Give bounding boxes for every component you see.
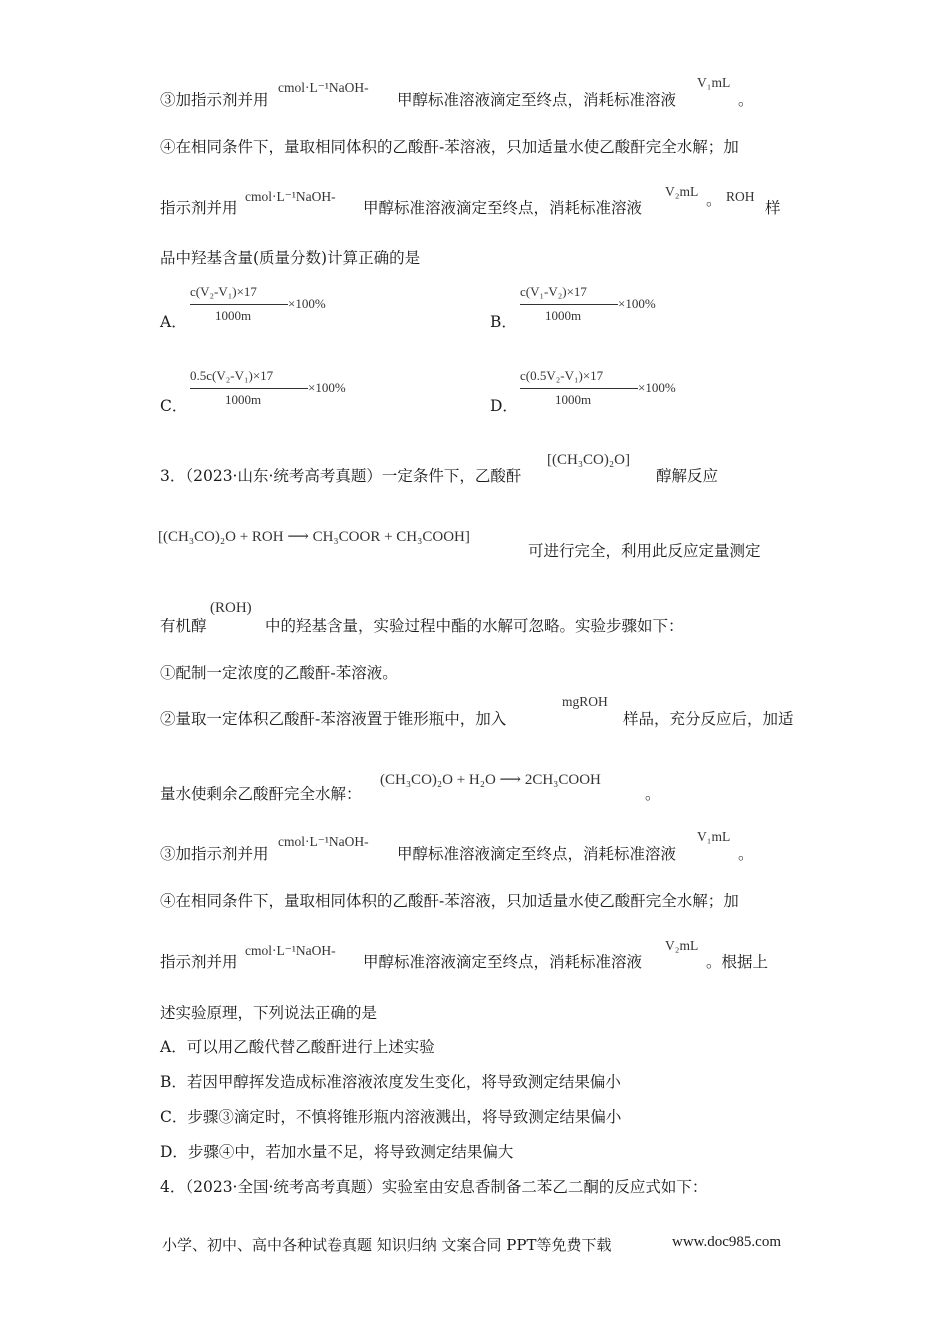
q2-step4-text-d: 样 [765, 199, 781, 217]
q3-reaction-formula: [(CH₃CO)₂O + ROH ⟶ CH₃COOR + CH₃COOH] [158, 529, 470, 545]
q3-v1-formula: V₁mL [697, 829, 731, 844]
q3-anhydride-formula: [(CH₃CO)₂O] [547, 452, 630, 468]
q2-option-c-den: 1000m [225, 392, 262, 407]
q3-step4-c: 。根据上 [706, 953, 769, 971]
q2-step3-text-a: ③加指示剂并用 [160, 91, 269, 109]
q2-option-b-label: B． [490, 313, 517, 331]
q2-step4-line1: ④在相同条件下，量取相同体积的乙酸酐-苯溶液，只加适量水使乙酸酐完全水解；加 [160, 138, 739, 156]
q2-option-d-tail: ×100% [638, 380, 676, 395]
q2-option-a-num: c(V₂-V₁)×17 [190, 284, 257, 299]
q3-question: 述实验原理，下列说法正确的是 [160, 1004, 378, 1022]
q3-step2-a: ②量取一定体积乙酸酐-苯溶液置于锥形瓶中，加入 [160, 710, 507, 728]
q3-step4-line1: ④在相同条件下，量取相同体积的乙酸酐-苯溶液，只加适量水使乙酸酐完全水解；加 [160, 892, 739, 910]
q2-step4-text-c: 。 [706, 191, 722, 209]
q2-step4-text-b: 甲醇标准溶液滴定至终点，消耗标准溶液 [363, 199, 643, 217]
q3-option-a: A．可以用乙酸代替乙酸酐进行上述实验 [160, 1038, 435, 1056]
q3-step3-a: ③加指示剂并用 [160, 845, 269, 863]
q2-option-a-den: 1000m [215, 308, 252, 323]
q2-option-c-label: C． [160, 397, 188, 415]
q3-step3-end: 。 [738, 845, 754, 863]
q2-naoh-formula: cmol·L⁻¹NaOH- [278, 80, 369, 95]
q2-step3-end: 。 [738, 91, 754, 109]
q3-line3-b: 中的羟基含量，实验过程中酯的水解可忽略。实验步骤如下： [265, 617, 684, 635]
q2-option-c-tail: ×100% [308, 380, 346, 395]
q3-step4-b: 甲醇标准溶液滴定至终点，消耗标准溶液 [363, 953, 643, 971]
q2-option-b-tail: ×100% [618, 296, 656, 311]
q2-step3-text-b: 甲醇标准溶液滴定至终点，消耗标准溶液 [397, 91, 677, 109]
q3-mgroh-formula: mgROH [562, 694, 608, 709]
q2-option-b-num: c(V₁-V₂)×17 [520, 284, 587, 299]
q2-roh: ROH [726, 189, 755, 204]
q2-option-a-tail: ×100% [288, 296, 326, 311]
q3-naoh-formula: cmol·L⁻¹NaOH- [278, 834, 369, 849]
q2-step4-naoh-formula: cmol·L⁻¹NaOH- [245, 189, 336, 204]
q2-option-d-label: D． [490, 397, 518, 415]
q2-option-d-den: 1000m [555, 392, 592, 407]
q2-option-d-num: c(0.5V₂-V₁)×17 [520, 368, 604, 383]
q3-step1: ①配制一定浓度的乙酸酐-苯溶液。 [160, 664, 398, 682]
q3-step3-b: 甲醇标准溶液滴定至终点，消耗标准溶液 [397, 845, 677, 863]
q3-heading-a: 3．（2023·山东·统考高考真题）一定条件下，乙酸酐 [160, 467, 522, 485]
q2-option-a-label: A． [160, 313, 187, 331]
q2-option-b-den: 1000m [545, 308, 582, 323]
q2-v2-formula: V₂mL [665, 184, 699, 199]
q2-v1-formula: V₁mL [697, 75, 731, 90]
q3-step2-c: 量水使剩余乙酸酐完全水解： [160, 785, 362, 803]
q3-roh-formula: (ROH) [210, 600, 252, 616]
q3-heading-b: 醇解反应 [656, 467, 719, 485]
footer-url[interactable]: www.doc985.com [672, 1234, 782, 1250]
q3-option-d: D．步骤④中，若加水量不足，将导致测定结果偏大 [160, 1143, 514, 1161]
q3-step2-b: 样品，充分反应后，加适 [623, 710, 794, 728]
q2-step3-line [160, 90, 269, 110]
q3-v2-formula: V₂mL [665, 938, 699, 953]
q3-step2-end: 。 [645, 785, 661, 803]
q3-option-c: C．步骤③滴定时，不慎将锥形瓶内溶液溅出，将导致测定结果偏小 [160, 1108, 622, 1126]
q3-option-b: B．若因甲醇挥发造成标准溶液浓度发生变化，将导致测定结果偏小 [160, 1073, 621, 1091]
q4-heading: 4．（2023·全国·统考高考真题）实验室由安息香制备二苯乙二酮的反应式如下： [160, 1178, 708, 1196]
q2-question: 品中羟基含量(质量分数)计算正确的是 [160, 249, 421, 267]
q3-hydrolysis-formula: (CH₃CO)₂O + H₂O ⟶ 2CH₃COOH [380, 772, 601, 788]
q3-step4-naoh-formula: cmol·L⁻¹NaOH- [245, 943, 336, 958]
q3-line3-a: 有机醇 [160, 617, 207, 635]
q3-step4-a: 指示剂并用 [160, 953, 238, 971]
footer-text: 小学、初中、高中各种试卷真题 知识归纳 文案合同 PPT等免费下载 [162, 1236, 612, 1254]
q2-step4-text-a: 指示剂并用 [160, 199, 238, 217]
q3-line2: 可进行完全，利用此反应定量测定 [528, 542, 761, 560]
q2-option-c-num: 0.5c(V₂-V₁)×17 [190, 368, 274, 383]
